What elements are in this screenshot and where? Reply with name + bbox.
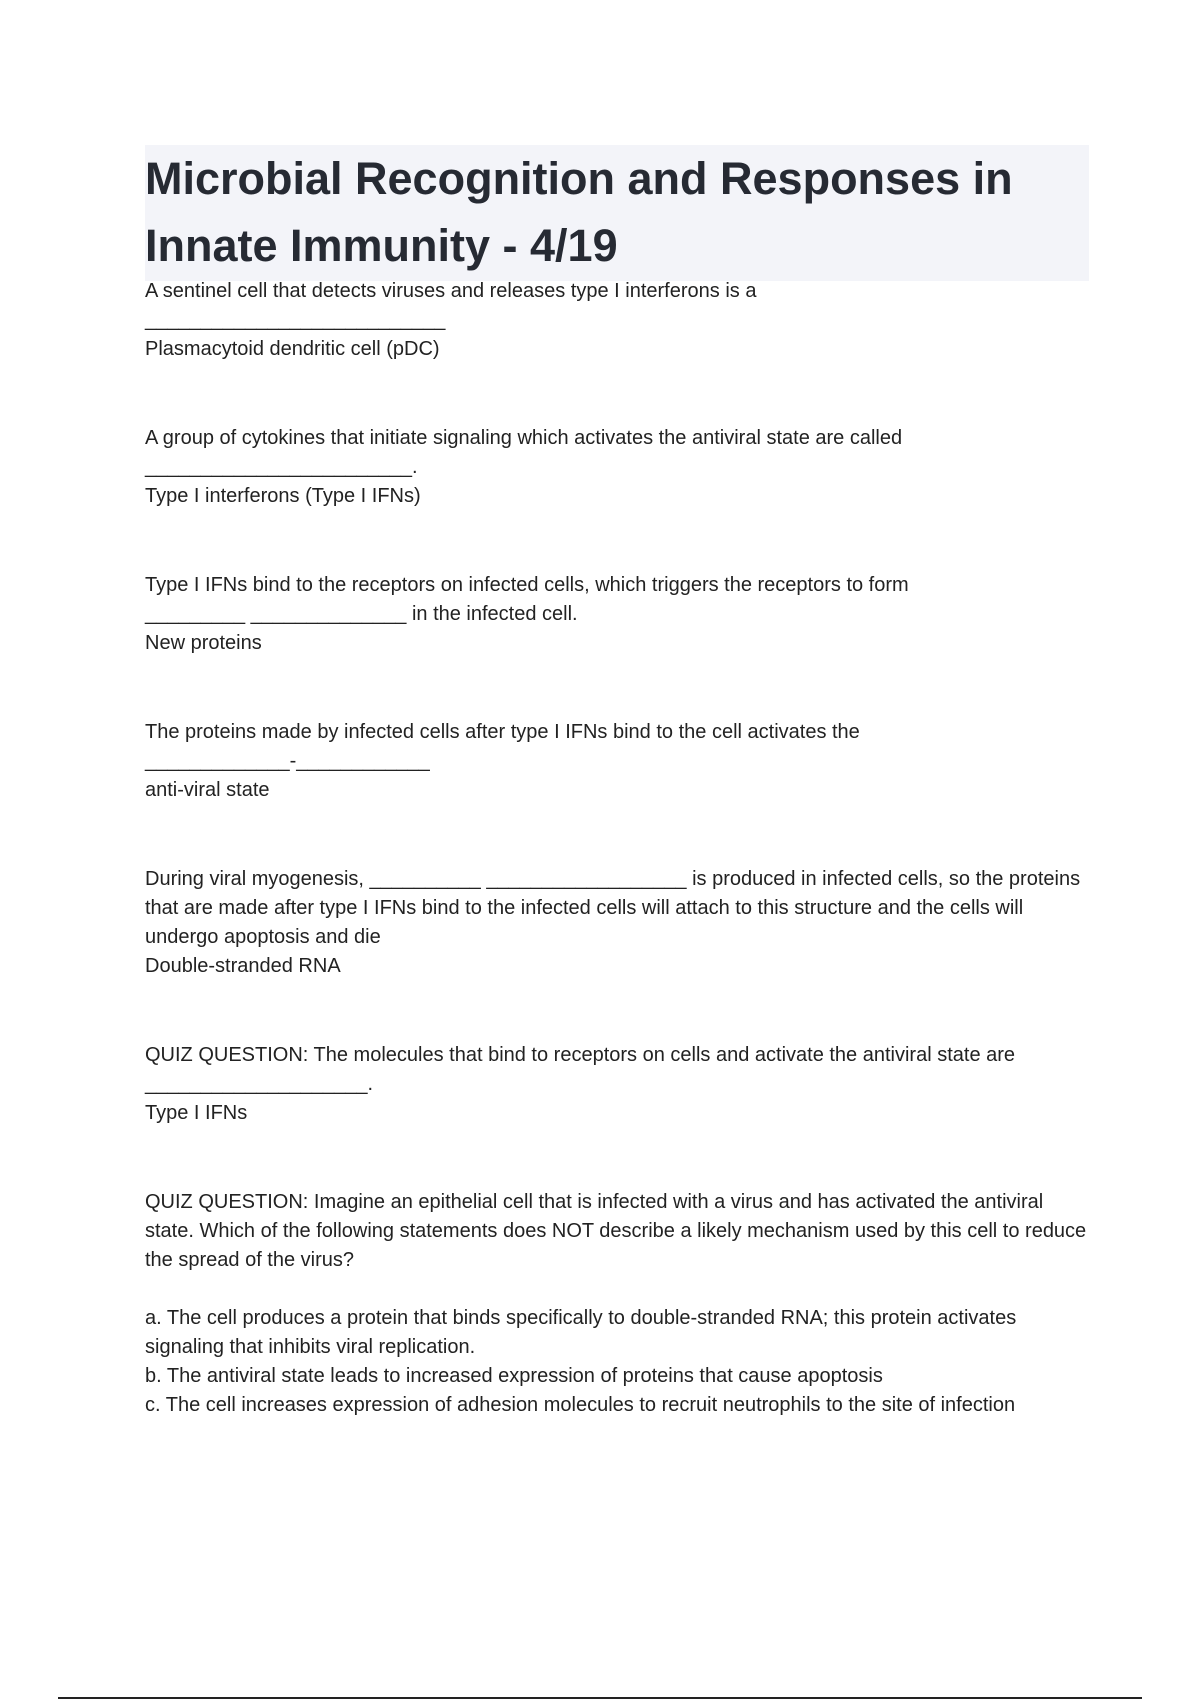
footer-divider <box>58 1697 1142 1699</box>
answer-option-b: b. The antiviral state leads to increased expression of proteins that cause apoptosis <box>145 1365 883 1387</box>
flashcard-question: During viral myogenesis, __________ __________________ is produced in infected cells, so the proteins that are made after type I IFNs bind to the infected cells will attach to this structure and the cells will undergo apoptosis and die <box>145 868 1086 948</box>
flashcard-answer: Double-stranded RNA <box>145 955 341 977</box>
flashcard-question: QUIZ QUESTION: The molecules that bind to receptors on cells and activate the antiviral state are ____________________. <box>145 1044 1021 1095</box>
quiz-question-card <box>145 1188 1092 1420</box>
flashcard-question: A sentinel cell that detects viruses and releases type I interferons is a ___________________________ <box>145 280 757 331</box>
flashcard-list <box>145 277 1092 1420</box>
page-title: Microbial Recognition and Responses in Innate Immunity - 4/19 <box>145 153 1013 271</box>
flashcard-question: The proteins made by infected cells after type I IFNs bind to the cell activates the _____________-____________ <box>145 721 860 772</box>
flashcard-answer: anti-viral state <box>145 779 270 801</box>
title-block <box>145 145 1089 281</box>
flashcard-answer: Plasmacytoid dendritic cell (pDC) <box>145 338 440 360</box>
flashcard-question: QUIZ QUESTION: Imagine an epithelial cell that is infected with a virus and has activated the antiviral state. Which of the following statements does NOT describe a likely mechanism used by this cell to reduce the spread of the virus? <box>145 1191 1092 1271</box>
answer-option-a: a. The cell produces a protein that binds specifically to double-stranded RNA; this protein activates signaling that inhibits viral replication. <box>145 1307 1017 1358</box>
flashcard <box>145 1041 1089 1128</box>
answer-options <box>145 1304 1089 1420</box>
flashcard <box>145 865 1089 981</box>
flashcard <box>145 277 1089 364</box>
answer-option-c: c. The cell increases expression of adhesion molecules to recruit neutrophils to the site of infection <box>145 1394 1016 1416</box>
flashcard-answer: New proteins <box>145 632 262 654</box>
flashcard-answer: Type I IFNs <box>145 1102 248 1124</box>
flashcard <box>145 424 1089 511</box>
flashcard-answer: Type I interferons (Type I IFNs) <box>145 485 421 507</box>
flashcard-question: A group of cytokines that initiate signaling which activates the antiviral state are called ________________________. <box>145 427 903 478</box>
flashcard-question: Type I IFNs bind to the receptors on infected cells, which triggers the receptors to form _________ ______________ in the infected cell. <box>145 574 909 625</box>
flashcard <box>145 718 1089 805</box>
flashcard <box>145 571 1089 658</box>
